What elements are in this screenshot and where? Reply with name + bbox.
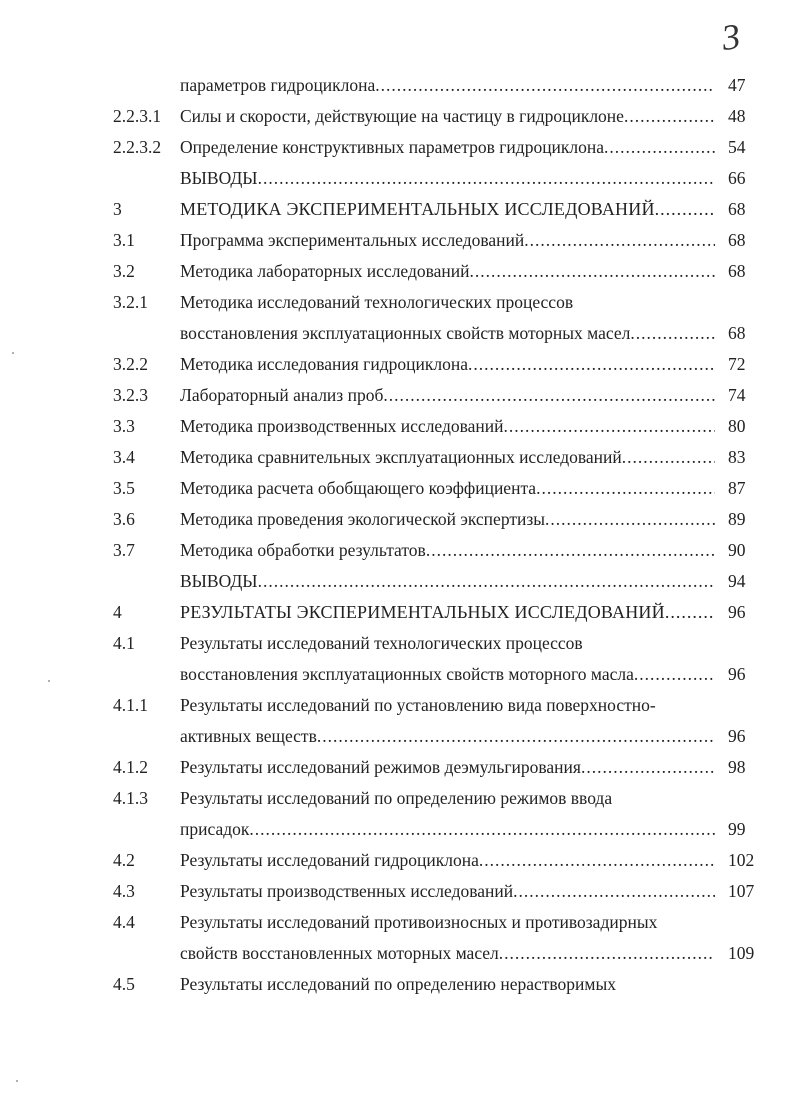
toc-page-number: 66: [728, 168, 746, 188]
toc-page-number: 80: [728, 416, 746, 436]
toc-page-number: 54: [728, 137, 746, 157]
toc-row: [0, 721, 797, 752]
toc-section-title: Методика сравнительных эксплуатационных исследований .....: [180, 442, 715, 473]
toc-section-number: 3.5: [113, 478, 135, 498]
toc-section-number: 2.2.3.1: [113, 106, 162, 126]
toc-page-number: 87: [728, 478, 746, 498]
toc-section-title: Силы и скорости, действующие на частицу в гидроциклоне .....: [180, 101, 715, 132]
toc-page-number: 102: [728, 850, 755, 870]
toc-section-title: ВЫВОДЫ .....: [180, 566, 715, 597]
toc-section-number: 3.2.2: [113, 354, 148, 374]
toc-section-number: 3.6: [113, 509, 135, 529]
toc-section-number: 3.4: [113, 447, 135, 467]
toc-row: [0, 132, 797, 163]
toc-row: [0, 690, 797, 721]
toc-section-number: 3.1: [113, 230, 135, 250]
toc-section-title: Методика обработки результатов .....: [180, 535, 715, 566]
toc-page-number: 72: [728, 354, 746, 374]
toc-section-number: 3.3: [113, 416, 135, 436]
toc-section-title: восстановления эксплуатационных свойств моторного масла .....: [180, 659, 715, 690]
toc-row: [0, 194, 797, 225]
toc-section-number: 4.1: [113, 633, 135, 653]
toc-row: [0, 628, 797, 659]
toc-section-number: 3.7: [113, 540, 135, 560]
toc-row: [0, 814, 797, 845]
toc-section-number: 4.1.2: [113, 757, 148, 777]
toc-section-title: Определение конструктивных параметров гидроциклона .....: [180, 132, 715, 163]
toc-section-title: Методика лабораторных исследований .....: [180, 256, 715, 287]
toc-page-number: 99: [728, 819, 746, 839]
toc-row: [0, 535, 797, 566]
toc-row: [0, 101, 797, 132]
scan-speck: [48, 680, 50, 682]
toc-row: [0, 504, 797, 535]
toc-section-number: 4.1.1: [113, 695, 148, 715]
toc-row: [0, 659, 797, 690]
toc-section-title: Результаты исследований режимов деэмульгирования .....: [180, 752, 715, 783]
toc-section-title: Результаты исследований по определению режимов ввода: [180, 788, 613, 808]
toc-section-number: 3.2: [113, 261, 135, 281]
handwritten-page-number: 3: [719, 15, 743, 59]
toc-section-title: ВЫВОДЫ .....: [180, 163, 715, 194]
toc-row: [0, 70, 797, 101]
toc-page-number: 109: [728, 943, 755, 963]
toc-section-title: Методика исследований технологических процессов: [180, 292, 574, 312]
toc-row: [0, 318, 797, 349]
toc-page-number: 96: [728, 602, 746, 622]
toc-page-number: 74: [728, 385, 746, 405]
toc-section-title: Результаты исследований технологических процессов: [180, 633, 583, 653]
toc-page-number: 90: [728, 540, 746, 560]
toc-row: [0, 752, 797, 783]
toc-section-title: Методика расчета обобщающего коэффициента .....: [180, 473, 715, 504]
toc-section-title: восстановления эксплуатационных свойств моторных масел .....: [180, 318, 715, 349]
toc-row: [0, 442, 797, 473]
toc-section-number: 3.2.1: [113, 292, 148, 312]
scan-speck: [12, 352, 14, 354]
toc-row: [0, 938, 797, 969]
toc-row: [0, 907, 797, 938]
toc-row: [0, 473, 797, 504]
toc-section-number: 4: [113, 602, 122, 622]
toc-section-number: 4.1.3: [113, 788, 148, 808]
toc-row: [0, 411, 797, 442]
toc-section-number: 3.2.3: [113, 385, 148, 405]
toc-page-number: 96: [728, 726, 746, 746]
toc-section-title: МЕТОДИКА ЭКСПЕРИМЕНТАЛЬНЫХ ИССЛЕДОВАНИЙ .....: [180, 194, 715, 225]
toc-page-number: 98: [728, 757, 746, 777]
toc-page-number: 83: [728, 447, 746, 467]
toc-section-title: параметров гидроциклона .....: [180, 70, 715, 101]
toc-section-title: Лабораторный анализ проб .....: [180, 380, 715, 411]
toc-row: [0, 163, 797, 194]
toc-page-number: 48: [728, 106, 746, 126]
toc-page-number: 94: [728, 571, 746, 591]
toc-section-number: 2.2.3.2: [113, 137, 162, 157]
toc-section-title: свойств восстановленных моторных масел .....: [180, 938, 715, 969]
toc-section-number: 4.2: [113, 850, 135, 870]
toc-page-number: 96: [728, 664, 746, 684]
toc-row: [0, 597, 797, 628]
toc-row: [0, 287, 797, 318]
toc-section-title: присадок .....: [180, 814, 715, 845]
toc-section-title: активных веществ .....: [180, 721, 715, 752]
toc-section-number: 3: [113, 199, 122, 219]
toc-row: [0, 256, 797, 287]
toc-section-title: Программа экспериментальных исследований .....: [180, 225, 715, 256]
toc-row: [0, 380, 797, 411]
toc-section-number: 4.3: [113, 881, 135, 901]
toc-section-title: РЕЗУЛЬТАТЫ ЭКСПЕРИМЕНТАЛЬНЫХ ИССЛЕДОВАНИЙ .....: [180, 597, 715, 628]
toc-page-number: 89: [728, 509, 746, 529]
toc-page-number: 68: [728, 199, 746, 219]
toc-section-title: Результаты исследований гидроциклона .....: [180, 845, 715, 876]
toc-section-title: Методика производственных исследований .....: [180, 411, 715, 442]
scan-speck: [16, 1080, 18, 1082]
toc-page-number: 68: [728, 261, 746, 281]
toc-page-number: 68: [728, 230, 746, 250]
toc-page-number: 107: [728, 881, 755, 901]
toc-row: [0, 225, 797, 256]
toc-page-number: 47: [728, 75, 746, 95]
toc-row: [0, 349, 797, 380]
toc-page-number: 68: [728, 323, 746, 343]
toc-row: [0, 845, 797, 876]
toc-section-number: 4.5: [113, 974, 135, 994]
toc-row: [0, 783, 797, 814]
toc-section-title: Результаты исследований по определению нерастворимых: [180, 974, 617, 994]
toc-section-title: Результаты исследований противоизносных и противозадирных: [180, 912, 658, 932]
toc-row: [0, 566, 797, 597]
toc-section-title: Результаты исследований по установлению вида поверхностно-: [180, 695, 656, 715]
toc-row: [0, 876, 797, 907]
toc-section-number: 4.4: [113, 912, 135, 932]
toc-section-title: Методика проведения экологической экспертизы .....: [180, 504, 715, 535]
toc-row: [0, 969, 797, 1000]
toc-section-title: Методика исследования гидроциклона .....: [180, 349, 715, 380]
toc-section-title: Результаты производственных исследований .....: [180, 876, 715, 907]
